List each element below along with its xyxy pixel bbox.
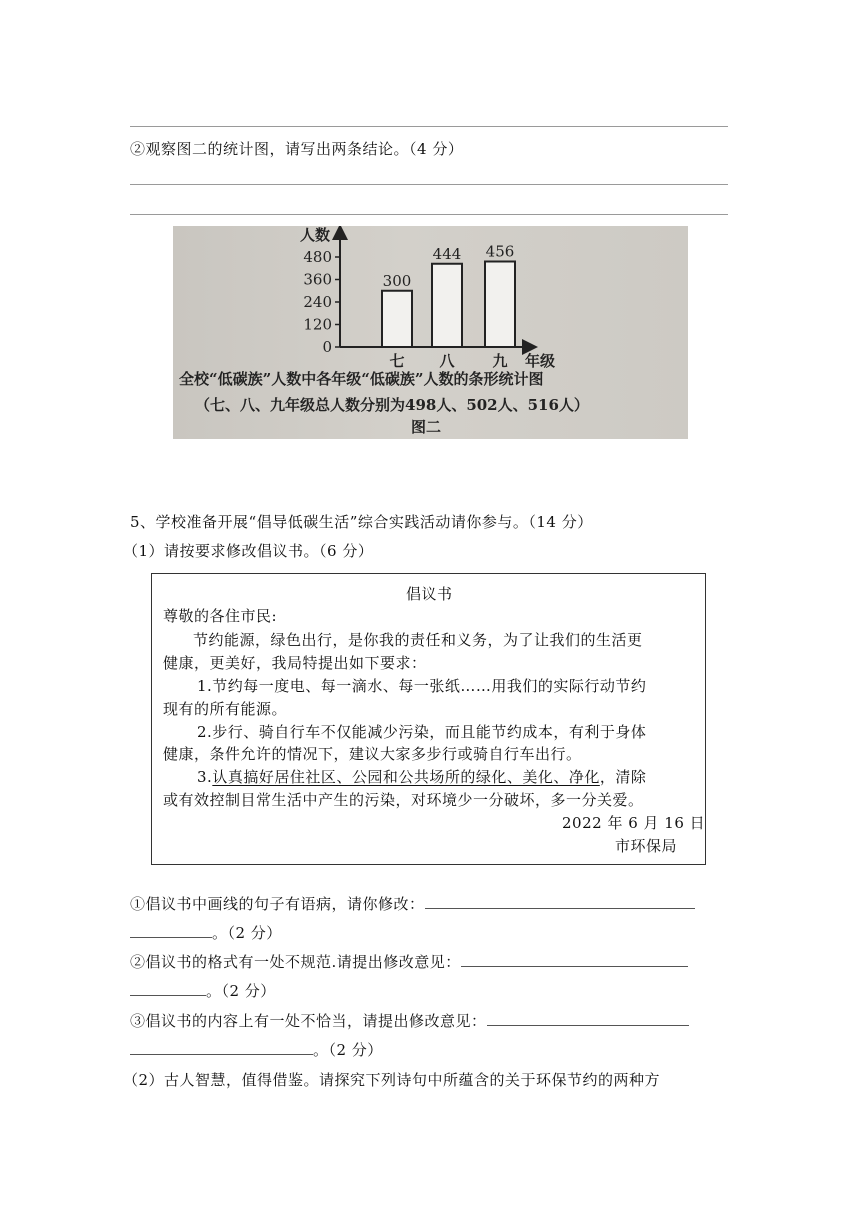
answer-blank-2[interactable] xyxy=(461,951,688,967)
x-tick-label: 九 xyxy=(492,352,508,370)
proposal-box xyxy=(151,573,706,865)
proposal-p4-rest: ，清除 xyxy=(599,768,647,786)
sub-question-2-tail xyxy=(130,980,276,1001)
proposal-signer: 市环保局 xyxy=(615,837,678,855)
sub-question-2-text: ②倡议书的格式有一处不规范.请提出修改意见： xyxy=(130,953,461,971)
bar-data-label: 444 xyxy=(432,244,462,263)
proposal-greeting: 尊敬的各住市民: xyxy=(163,607,278,625)
sub-question-2-score: 。（2 分） xyxy=(206,982,276,1000)
underlined-sentence: 认真搞好居住社区、公园和公共场所的绿化、美化、净化 xyxy=(212,768,600,786)
sub-question-1-tail xyxy=(130,922,282,943)
proposal-p4b: 或有效控制目常生活中产生的污染，对环境少一分破坏，多一分关爱。 xyxy=(163,791,644,809)
x-axis-label: 年级 xyxy=(525,352,556,370)
answer-blank-1[interactable] xyxy=(425,893,695,909)
figure-caption: 图二 xyxy=(411,418,442,436)
sub-question-3 xyxy=(130,1010,689,1031)
y-tick-label: 360 xyxy=(303,270,332,289)
answer-blank-2b[interactable] xyxy=(130,980,206,996)
answer-line-2 xyxy=(130,214,728,215)
sub-question-1 xyxy=(130,893,695,914)
sub-question-1-text: ①倡议书中画线的句子有语病，请你修改： xyxy=(130,895,425,913)
x-tick-label: 八 xyxy=(439,352,455,370)
sub-question-3-text: ③倡议书的内容上有一处不恰当，请提出修改意见： xyxy=(130,1012,487,1030)
observe-question: ②观察图二的统计图，请写出两条结论。（4 分） xyxy=(130,140,464,158)
bar xyxy=(432,264,462,347)
proposal-p1b: 健康，更美好，我局特提出如下要求： xyxy=(163,654,427,672)
question-5-title: 5、学校准备开展“倡导低碳生活”综合实践活动请你参与。（14 分） xyxy=(130,513,593,531)
y-tick-label: 240 xyxy=(303,293,332,311)
y-tick-label: 480 xyxy=(303,248,332,266)
question-5-part1: （1）请按要求修改倡议书。（6 分） xyxy=(123,542,374,560)
answer-blank-3[interactable] xyxy=(487,1010,689,1026)
proposal-title: 倡议书 xyxy=(406,585,453,603)
proposal-date: 2022 年 6 月 16 日 xyxy=(562,814,706,832)
bar xyxy=(382,291,412,347)
y-tick-label: 0 xyxy=(322,338,332,356)
y-axis-label: 人数 xyxy=(300,226,331,244)
answer-blank-3b[interactable] xyxy=(130,1039,313,1055)
answer-blank-1b[interactable] xyxy=(130,922,212,938)
proposal-p4-prefix: 3. xyxy=(197,768,213,786)
proposal-p2b: 现有的所有能源。 xyxy=(163,700,288,718)
bar-chart xyxy=(173,226,688,439)
answer-line-1 xyxy=(130,184,728,185)
x-tick-label: 七 xyxy=(389,352,405,370)
sub-question-2 xyxy=(130,951,688,972)
y-tick-label: 120 xyxy=(303,315,332,334)
sub-question-1-score: 。（2 分） xyxy=(212,924,282,942)
proposal-p4a xyxy=(197,766,646,787)
chart-subtitle: （七、八、九年级总人数分别为498人、502人、516人） xyxy=(195,396,589,414)
answer-line-top xyxy=(130,126,728,127)
sub-question-3-tail xyxy=(130,1039,383,1060)
chart-title: 全校“低碳族”人数中各年级“低碳族”人数的条形统计图 xyxy=(179,370,544,388)
proposal-p2a: 1.节约每一度电、每一滴水、每一张纸……用我们的实际行动节约 xyxy=(197,677,647,695)
proposal-p3b: 健康，条件允许的情况下，建议大家多步行或骑自行车出行。 xyxy=(163,745,582,763)
sub-question-3-score: 。（2 分） xyxy=(313,1041,383,1059)
question-5-part2: （2）古人智慧，值得借鉴。请探究下列诗句中所蕴含的关于环保节约的两种方 xyxy=(123,1071,661,1089)
bar-data-label: 456 xyxy=(485,242,515,261)
chart-figure xyxy=(173,226,688,439)
bar xyxy=(485,262,515,348)
proposal-p1a: 节约能源，绿色出行，是你我的责任和义务，为了让我们的生活更 xyxy=(193,631,643,649)
proposal-p3a: 2.步行、骑自行车不仅能减少污染，而且能节约成本，有利于身体 xyxy=(197,723,647,741)
bar-data-label: 300 xyxy=(382,271,412,290)
